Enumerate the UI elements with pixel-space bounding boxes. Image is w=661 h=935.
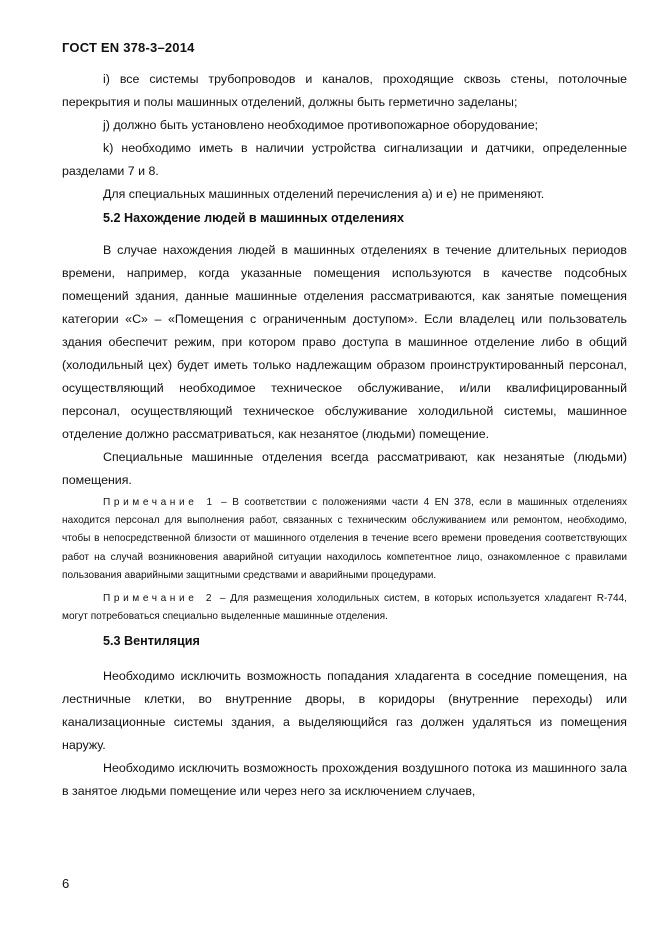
document-header-standard-code: ГОСТ EN 378-3–2014 <box>62 40 195 55</box>
list-item-j: j) должно быть установлено необходимое противопожарное оборудование; <box>103 118 539 132</box>
note-1 <box>62 494 627 585</box>
note-1-label: Примечание 1 <box>103 497 216 508</box>
page-number: 6 <box>62 876 70 891</box>
list-item-k: k) необходимо иметь в наличии устройства сигнализации и датчики, определенные разделами 7 и 8. <box>62 141 627 178</box>
note-2-text: – Для размещения холодильных систем, в которых используется хладагент R-744, могут потребоваться специально выделенные машинные отделения. <box>62 593 627 623</box>
document-body <box>62 68 627 803</box>
section-5-3-paragraph-2: Необходимо исключить возможность прохождения воздушного потока из машинного зала в занятое людьми помещение или через него за исключением случаев, <box>62 761 627 799</box>
special-rooms-paragraph: Для специальных машинных отделений перечисления а) и е) не применяют. <box>103 187 545 201</box>
section-heading-5-3: 5.3 Вентиляция <box>103 634 200 649</box>
note-2 <box>62 590 627 626</box>
list-item-i: i) все системы трубопроводов и каналов, проходящие сквозь стены, потолочные перекрытия и полы машинных отделений, должны быть герметично заделаны; <box>62 72 627 109</box>
section-5-2-paragraph-1: В случае нахождения людей в машинных отделениях в течение длительных периодов времени, например, когда указанные помещения используются в качестве подсобных помещений здания, данные машинные отделения рассматриваются, как занятые помещения категории «С» – «Помещения с ограниченным доступом». Если владелец или пользователь здания обеспечит режим, при котором право доступа в машинное отделение либо в общий (холодильный цех) будет иметь только надлежащим образом проинструктированный персонал, осуществляющий необходимое техническое обслуживание, и/или квалифицированный персонал, осуществляющий техническое обслуживание холодильной системы, машинное отделение должно рассматриваться, как незанятое (людьми) помещение. <box>62 243 627 441</box>
note-1-text: – В соответствии с положениями части 4 EN 378, если в машинных отделениях находится персонал для выполнения работ, связанных с техническим обслуживанием или ремонтом, необходимо, чтобы в непосредственной близости от машинного отделения в течение всего времени проведения соответствующих работ на случай возникновения аварийной ситуации находилось компетентное лицо, ознакомленное с правилами пользования аварийными защитными средствами и аварийными процедурами. <box>62 497 627 581</box>
section-heading-5-2: 5.2 Нахождение людей в машинных отделениях <box>103 211 404 225</box>
section-5-3-paragraph-1: Необходимо исключить возможность попадания хладагента в соседние помещения, на лестничные клетки, во внутренние дворы, в коридоры (внутренние переходы) или канализационные системы здания, а выделяющийся газ должен удаляться из помещения наружу. <box>62 669 627 753</box>
note-2-label: Примечание 2 <box>103 593 216 605</box>
section-5-2-paragraph-2: Специальные машинные отделения всегда рассматривают, как незанятые (людьми) помещения. <box>62 450 627 487</box>
